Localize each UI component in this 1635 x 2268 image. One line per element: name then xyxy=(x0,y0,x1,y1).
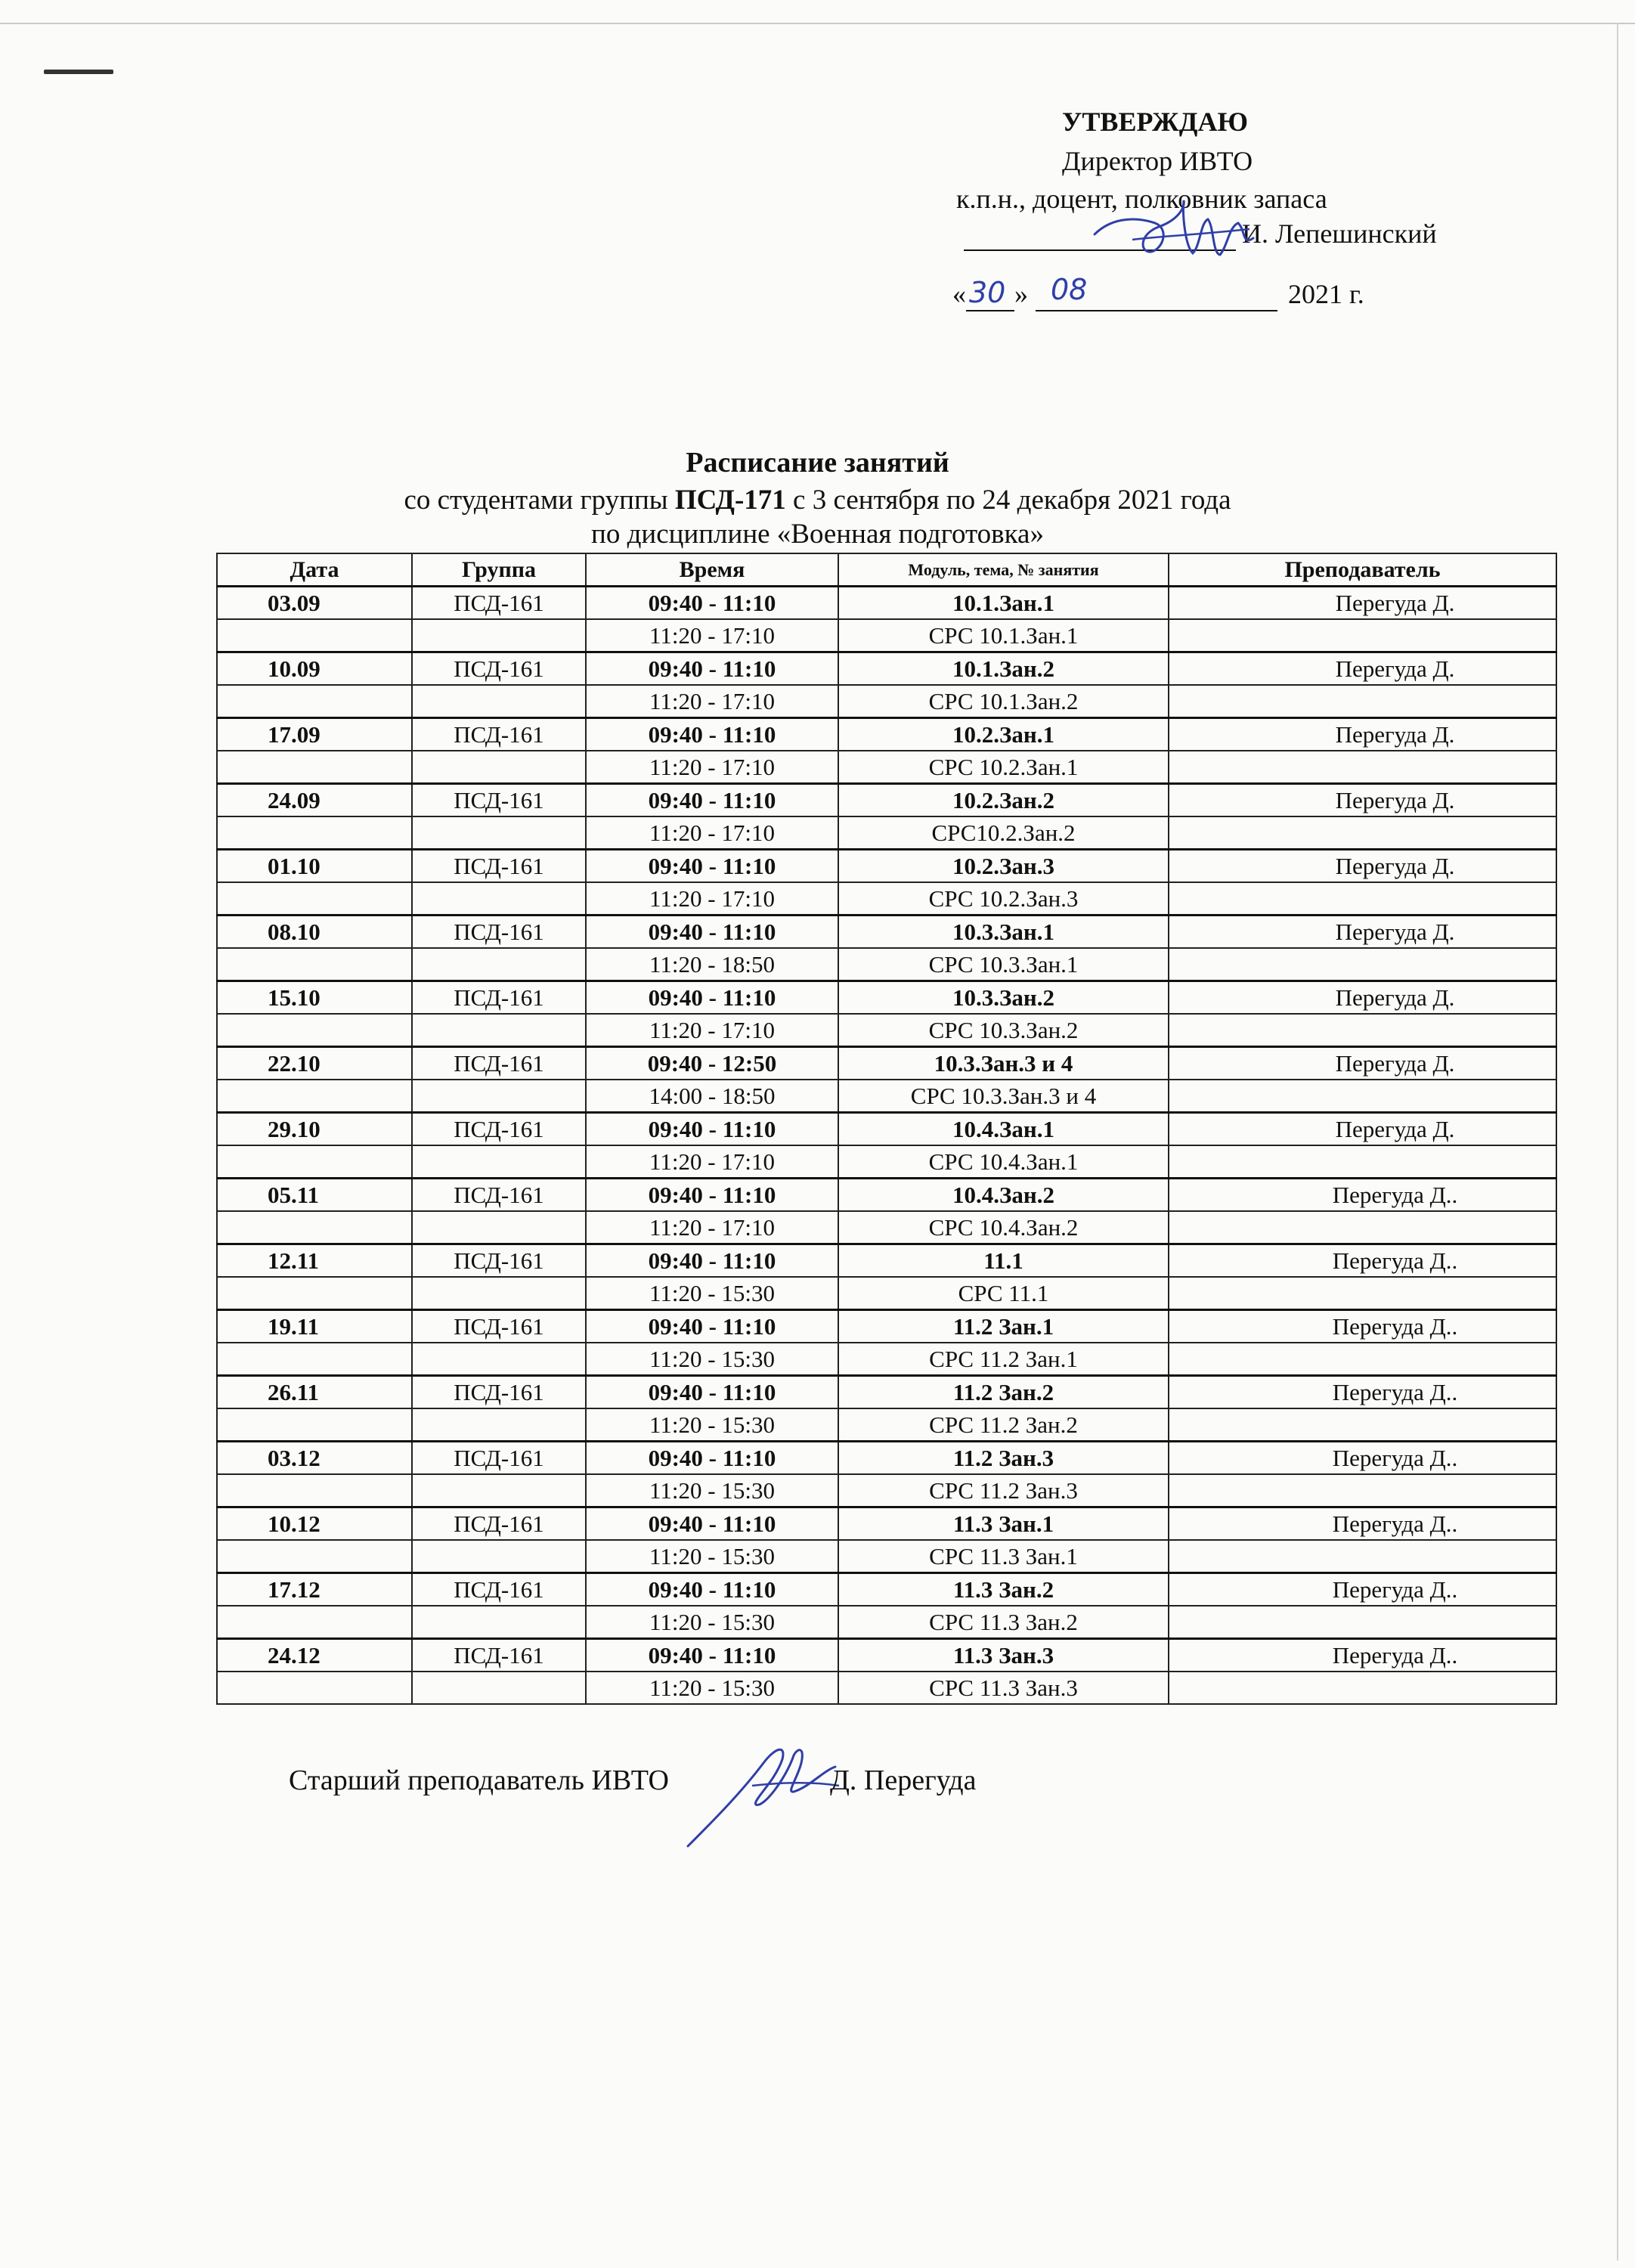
table-row xyxy=(217,1047,1556,1080)
table-row xyxy=(217,1179,1556,1212)
table-subrow xyxy=(217,685,1556,718)
schedule-body xyxy=(217,587,1556,1705)
cell-date: 17.09 xyxy=(217,718,412,751)
table-subrow xyxy=(217,1540,1556,1573)
cell-sub-time: 11:20 - 15:30 xyxy=(586,1408,838,1442)
table-subrow xyxy=(217,751,1556,784)
table-subrow xyxy=(217,948,1556,981)
cell-empty xyxy=(217,1343,412,1376)
cell-empty xyxy=(412,685,586,718)
cell-empty xyxy=(1169,1540,1556,1573)
cell-group: ПСД-161 xyxy=(412,850,586,883)
cell-date: 05.11 xyxy=(217,1179,412,1212)
cell-empty xyxy=(412,1540,586,1573)
cell-sub-time: 11:20 - 18:50 xyxy=(586,948,838,981)
cell-sub-module: СРС 11.2 Зан.2 xyxy=(838,1408,1169,1442)
cell-sub-module: СРС 11.3 Зан.1 xyxy=(838,1540,1169,1573)
cell-sub-time: 11:20 - 17:10 xyxy=(586,882,838,916)
table-subrow xyxy=(217,1606,1556,1639)
cell-date: 01.10 xyxy=(217,850,412,883)
cell-date: 10.12 xyxy=(217,1507,412,1541)
cell-teacher: Перегуда Д.. xyxy=(1169,1442,1556,1475)
date-year: 2021 г. xyxy=(1288,279,1364,309)
cell-sub-module: СРС 10.3.Зан.3 и 4 xyxy=(838,1080,1169,1113)
table-row xyxy=(217,718,1556,751)
cell-empty xyxy=(217,1014,412,1047)
cell-empty xyxy=(1169,1211,1556,1244)
cell-empty xyxy=(1169,1277,1556,1310)
cell-group: ПСД-161 xyxy=(412,587,586,620)
cell-sub-module: СРС 10.4.Зан.1 xyxy=(838,1145,1169,1179)
cell-teacher: Перегуда Д.. xyxy=(1169,1507,1556,1541)
cell-empty xyxy=(412,1343,586,1376)
table-subrow xyxy=(217,619,1556,652)
cell-sub-module: СРС 10.3.Зан.1 xyxy=(838,948,1169,981)
cell-time: 09:40 - 11:10 xyxy=(586,1244,838,1278)
schedule-discipline: по дисциплине «Военная подготовка» xyxy=(591,519,1044,550)
cell-time: 09:40 - 11:10 xyxy=(586,1442,838,1475)
cell-empty xyxy=(1169,1343,1556,1376)
cell-empty xyxy=(412,816,586,850)
table-subrow xyxy=(217,1408,1556,1442)
cell-sub-time: 11:20 - 15:30 xyxy=(586,1277,838,1310)
cell-empty xyxy=(217,751,412,784)
cell-time: 09:40 - 11:10 xyxy=(586,652,838,686)
cell-group: ПСД-161 xyxy=(412,1376,586,1409)
table-subrow xyxy=(217,1672,1556,1704)
cell-date: 12.11 xyxy=(217,1244,412,1278)
cell-empty xyxy=(1169,1145,1556,1179)
cell-group: ПСД-161 xyxy=(412,718,586,751)
table-row xyxy=(217,1507,1556,1541)
cell-module: 10.2.Зан.2 xyxy=(838,784,1169,817)
cell-module: 10.2.Зан.1 xyxy=(838,718,1169,751)
table-row xyxy=(217,916,1556,949)
table-row xyxy=(217,850,1556,883)
cell-module: 11.3 Зан.2 xyxy=(838,1573,1169,1606)
cell-group: ПСД-161 xyxy=(412,916,586,949)
cell-empty xyxy=(217,1474,412,1507)
cell-empty xyxy=(412,1606,586,1639)
cell-empty xyxy=(412,948,586,981)
table-row xyxy=(217,1310,1556,1343)
cell-group: ПСД-161 xyxy=(412,1244,586,1278)
cell-module: 10.4.Зан.2 xyxy=(838,1179,1169,1212)
table-subrow xyxy=(217,1014,1556,1047)
table-row xyxy=(217,784,1556,817)
cell-empty xyxy=(1169,1014,1556,1047)
cell-module: 10.3.Зан.3 и 4 xyxy=(838,1047,1169,1080)
cell-sub-time: 11:20 - 17:10 xyxy=(586,1211,838,1244)
cell-empty xyxy=(412,751,586,784)
cell-module: 10.1.Зан.1 xyxy=(838,587,1169,620)
cell-module: 10.2.Зан.3 xyxy=(838,850,1169,883)
cell-group: ПСД-161 xyxy=(412,1442,586,1475)
cell-empty xyxy=(1169,1080,1556,1113)
schedule-title: Расписание занятий xyxy=(686,447,949,479)
cell-time: 09:40 - 11:10 xyxy=(586,1113,838,1146)
cell-sub-module: СРС10.2.Зан.2 xyxy=(838,816,1169,850)
cell-empty xyxy=(1169,1606,1556,1639)
date-month-blank xyxy=(1036,273,1277,311)
cell-date: 03.12 xyxy=(217,1442,412,1475)
header-teacher: Преподаватель xyxy=(1169,553,1556,587)
cell-group: ПСД-161 xyxy=(412,1047,586,1080)
cell-sub-module: СРС 10.2.Зан.3 xyxy=(838,882,1169,916)
cell-group: ПСД-161 xyxy=(412,1310,586,1343)
cell-sub-time: 11:20 - 17:10 xyxy=(586,619,838,652)
cell-date: 24.12 xyxy=(217,1639,412,1672)
cell-empty xyxy=(217,1080,412,1113)
cell-module: 11.3 Зан.1 xyxy=(838,1507,1169,1541)
cell-sub-module: СРС 10.3.Зан.2 xyxy=(838,1014,1169,1047)
cell-date: 29.10 xyxy=(217,1113,412,1146)
table-subrow xyxy=(217,816,1556,850)
cell-sub-time: 11:20 - 15:30 xyxy=(586,1606,838,1639)
cell-sub-module: СРС 11.3 Зан.3 xyxy=(838,1672,1169,1704)
cell-teacher: Перегуда Д.. xyxy=(1169,1573,1556,1606)
cell-sub-time: 11:20 - 15:30 xyxy=(586,1474,838,1507)
table-subrow xyxy=(217,1080,1556,1113)
cell-date: 19.11 xyxy=(217,1310,412,1343)
cell-date: 24.09 xyxy=(217,784,412,817)
cell-teacher: Перегуда Д. xyxy=(1169,850,1556,883)
table-subrow xyxy=(217,1145,1556,1179)
cell-empty xyxy=(412,1408,586,1442)
cell-group: ПСД-161 xyxy=(412,1507,586,1541)
cell-module: 11.1 xyxy=(838,1244,1169,1278)
cell-sub-time: 11:20 - 15:30 xyxy=(586,1343,838,1376)
table-row xyxy=(217,1573,1556,1606)
cell-sub-module: СРС 11.2 Зан.3 xyxy=(838,1474,1169,1507)
cell-teacher: Перегуда Д. xyxy=(1169,1113,1556,1146)
cell-time: 09:40 - 11:10 xyxy=(586,850,838,883)
approval-date-line xyxy=(952,273,1364,311)
cell-date: 17.12 xyxy=(217,1573,412,1606)
cell-teacher: Перегуда Д.. xyxy=(1169,1244,1556,1278)
cell-empty xyxy=(412,1277,586,1310)
cell-date: 15.10 xyxy=(217,981,412,1015)
cell-teacher: Перегуда Д.. xyxy=(1169,1639,1556,1672)
table-header-row xyxy=(217,553,1556,587)
cell-module: 10.1.Зан.2 xyxy=(838,652,1169,686)
cell-time: 09:40 - 11:10 xyxy=(586,1573,838,1606)
cell-teacher: Перегуда Д. xyxy=(1169,1047,1556,1080)
cell-empty xyxy=(412,1672,586,1704)
cell-group: ПСД-161 xyxy=(412,981,586,1015)
cell-time: 09:40 - 11:10 xyxy=(586,784,838,817)
cell-empty xyxy=(412,1014,586,1047)
page-edge-right xyxy=(1617,23,1618,2260)
cell-empty xyxy=(1169,882,1556,916)
cell-group: ПСД-161 xyxy=(412,1639,586,1672)
table-row xyxy=(217,981,1556,1015)
page-edge-top xyxy=(0,23,1635,24)
cell-sub-module: СРС 11.2 Зан.1 xyxy=(838,1343,1169,1376)
cell-empty xyxy=(217,1606,412,1639)
header-group: Группа xyxy=(412,553,586,587)
cell-date: 26.11 xyxy=(217,1376,412,1409)
cell-empty xyxy=(217,1672,412,1704)
cell-module: 11.2 Зан.2 xyxy=(838,1376,1169,1409)
cell-sub-module: СРС 10.1.Зан.1 xyxy=(838,619,1169,652)
cell-group: ПСД-161 xyxy=(412,1113,586,1146)
header-date: Дата xyxy=(217,553,412,587)
cell-module: 10.3.Зан.1 xyxy=(838,916,1169,949)
cell-empty xyxy=(1169,816,1556,850)
cell-date: 22.10 xyxy=(217,1047,412,1080)
cell-empty xyxy=(217,1211,412,1244)
cell-empty xyxy=(1169,1672,1556,1704)
cell-module: 11.2 Зан.3 xyxy=(838,1442,1169,1475)
cell-sub-time: 11:20 - 15:30 xyxy=(586,1672,838,1704)
cell-sub-time: 11:20 - 17:10 xyxy=(586,685,838,718)
header-time: Время xyxy=(586,553,838,587)
footer-name: Д. Перегуда xyxy=(830,1765,977,1796)
cell-time: 09:40 - 11:10 xyxy=(586,916,838,949)
cell-empty xyxy=(217,1540,412,1573)
cell-sub-time: 11:20 - 17:10 xyxy=(586,1145,838,1179)
cell-teacher: Перегуда Д. xyxy=(1169,652,1556,686)
table-subrow xyxy=(217,882,1556,916)
cell-group: ПСД-161 xyxy=(412,1573,586,1606)
cell-sub-module: СРС 10.1.Зан.2 xyxy=(838,685,1169,718)
cell-sub-time: 11:20 - 17:10 xyxy=(586,816,838,850)
table-row xyxy=(217,1113,1556,1146)
cell-module: 11.2 Зан.1 xyxy=(838,1310,1169,1343)
cell-time: 09:40 - 11:10 xyxy=(586,1376,838,1409)
cell-empty xyxy=(1169,619,1556,652)
cell-sub-time: 14:00 - 18:50 xyxy=(586,1080,838,1113)
corner-dash-mark xyxy=(44,70,113,74)
cell-empty xyxy=(412,1211,586,1244)
handwritten-month: 08 xyxy=(1051,273,1088,306)
cell-group: ПСД-161 xyxy=(412,784,586,817)
footer-role: Старший преподаватель ИВТО xyxy=(289,1765,669,1796)
cell-empty xyxy=(217,948,412,981)
cell-teacher: Перегуда Д. xyxy=(1169,587,1556,620)
cell-time: 09:40 - 11:10 xyxy=(586,587,838,620)
cell-empty xyxy=(1169,1408,1556,1442)
cell-empty xyxy=(217,1145,412,1179)
table-row xyxy=(217,1244,1556,1278)
date-day-blank xyxy=(966,276,1014,311)
table-row xyxy=(217,1442,1556,1475)
cell-teacher: Перегуда Д.. xyxy=(1169,1310,1556,1343)
cell-time: 09:40 - 11:10 xyxy=(586,1179,838,1212)
group-code: ПСД-171 xyxy=(674,485,786,516)
cell-time: 09:40 - 12:50 xyxy=(586,1047,838,1080)
cell-time: 09:40 - 11:10 xyxy=(586,1310,838,1343)
cell-empty xyxy=(217,685,412,718)
cell-module: 10.3.Зан.2 xyxy=(838,981,1169,1015)
director-signature-icon xyxy=(1087,193,1261,276)
cell-sub-time: 11:20 - 15:30 xyxy=(586,1540,838,1573)
cell-sub-module: СРС 11.1 xyxy=(838,1277,1169,1310)
date-open-quote: « xyxy=(952,279,966,309)
cell-teacher: Перегуда Д. xyxy=(1169,784,1556,817)
cell-date: 08.10 xyxy=(217,916,412,949)
table-row xyxy=(217,652,1556,686)
table-subrow xyxy=(217,1277,1556,1310)
approval-heading: УТВЕРЖДАЮ xyxy=(1062,107,1249,137)
cell-empty xyxy=(1169,751,1556,784)
cell-time: 09:40 - 11:10 xyxy=(586,981,838,1015)
handwritten-day: 30 xyxy=(969,276,1006,309)
cell-sub-module: СРС 11.3 Зан.2 xyxy=(838,1606,1169,1639)
cell-teacher: Перегуда Д. xyxy=(1169,981,1556,1015)
cell-module: 10.4.Зан.1 xyxy=(838,1113,1169,1146)
table-row xyxy=(217,1376,1556,1409)
cell-empty xyxy=(217,1408,412,1442)
approval-signer: И. Лепешинский xyxy=(1242,218,1437,249)
cell-time: 09:40 - 11:10 xyxy=(586,718,838,751)
cell-teacher: Перегуда Д.. xyxy=(1169,1179,1556,1212)
cell-teacher: Перегуда Д. xyxy=(1169,718,1556,751)
cell-empty xyxy=(412,1474,586,1507)
cell-time: 09:40 - 11:10 xyxy=(586,1639,838,1672)
approval-position: Директор ИВТО xyxy=(1062,146,1253,176)
cell-empty xyxy=(1169,1474,1556,1507)
cell-sub-module: СРС 10.4.Зан.2 xyxy=(838,1211,1169,1244)
schedule-table xyxy=(216,553,1557,1705)
table-subrow xyxy=(217,1474,1556,1507)
table-subrow xyxy=(217,1343,1556,1376)
table-row xyxy=(217,587,1556,620)
cell-empty xyxy=(217,882,412,916)
table-subrow xyxy=(217,1211,1556,1244)
cell-empty xyxy=(217,619,412,652)
cell-teacher: Перегуда Д.. xyxy=(1169,1376,1556,1409)
cell-date: 03.09 xyxy=(217,587,412,620)
cell-empty xyxy=(1169,948,1556,981)
cell-group: ПСД-161 xyxy=(412,652,586,686)
cell-date: 10.09 xyxy=(217,652,412,686)
cell-sub-time: 11:20 - 17:10 xyxy=(586,1014,838,1047)
cell-empty xyxy=(217,1277,412,1310)
header-module: Модуль, тема, № занятия xyxy=(838,553,1169,587)
cell-empty xyxy=(217,816,412,850)
cell-module: 11.3 Зан.3 xyxy=(838,1639,1169,1672)
cell-time: 09:40 - 11:10 xyxy=(586,1507,838,1541)
approval-degree: к.п.н., доцент, полковник запаса xyxy=(956,184,1327,214)
schedule-subtitle: со студентами группы ПСД-171 с 3 сентября по 24 декабря 2021 года xyxy=(404,485,1231,516)
cell-empty xyxy=(412,619,586,652)
cell-teacher: Перегуда Д. xyxy=(1169,916,1556,949)
cell-group: ПСД-161 xyxy=(412,1179,586,1212)
cell-empty xyxy=(1169,685,1556,718)
cell-sub-module: СРС 10.2.Зан.1 xyxy=(838,751,1169,784)
table-row xyxy=(217,1639,1556,1672)
cell-empty xyxy=(412,882,586,916)
cell-sub-time: 11:20 - 17:10 xyxy=(586,751,838,784)
cell-empty xyxy=(412,1080,586,1113)
cell-empty xyxy=(412,1145,586,1179)
date-close-quote: » xyxy=(1014,279,1028,309)
